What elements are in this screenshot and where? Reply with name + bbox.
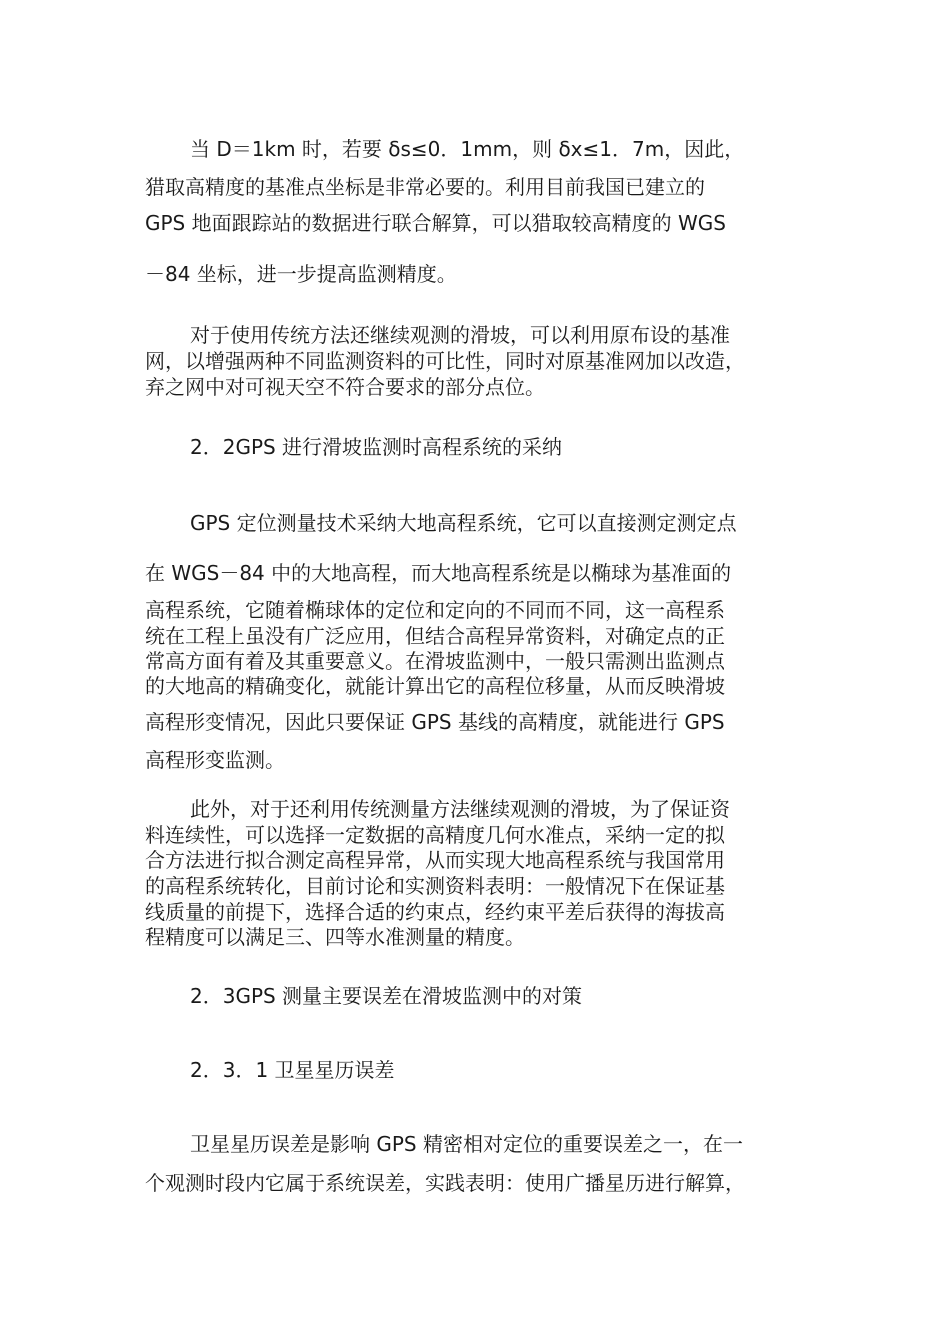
paragraph-line: 的大地高的精确变化，就能计算出它的高程位移量，从而反映滑坡: [145, 674, 725, 698]
paragraph-line: 程精度可以满足三、四等水准测量的精度。: [145, 925, 525, 949]
paragraph-line: 此外，对于还利用传统测量方法继续观测的滑坡，为了保证资: [190, 797, 730, 821]
paragraph-line: 常高方面有着及其重要意义。在滑坡监测中，一般只需测出监测点: [145, 649, 725, 673]
paragraph-line: 卫星星历误差是影响 GPS 精密相对定位的重要误差之一，在一: [190, 1132, 743, 1156]
paragraph-line: 个观测时段内它属于系统误差，实践表明：使用广播星历进行解算，: [145, 1171, 745, 1195]
paragraph-line: 当 D＝1km 时，若要 δs≤0．1mm，则 δx≤1．7m，因此，: [190, 137, 745, 161]
section-heading-2-3-1: 2．3．1 卫星星历误差: [190, 1058, 395, 1082]
paragraph-line: 对于使用传统方法还继续观测的滑坡，可以利用原布设的基准: [190, 323, 730, 347]
paragraph-line: 猎取高精度的基准点坐标是非常必要的。利用目前我国已建立的: [145, 175, 705, 199]
paragraph-line: 高程系统，它随着椭球体的定位和定向的不同而不同，这一高程系: [145, 598, 725, 622]
paragraph-line: 高程形变情况，因此只要保证 GPS 基线的高精度，就能进行 GPS: [145, 710, 725, 734]
paragraph-line: GPS 定位测量技术采纳大地高程系统，它可以直接测定测定点: [190, 511, 737, 535]
paragraph-line: 高程形变监测。: [145, 748, 285, 772]
paragraph-line: 弃之网中对可视天空不符合要求的部分点位。: [145, 375, 545, 399]
paragraph-line: 合方法进行拟合测定高程异常，从而实现大地高程系统与我国常用: [145, 848, 725, 872]
paragraph-line: 统在工程上虽没有广泛应用，但结合高程异常资料，对确定点的正: [145, 624, 725, 648]
paragraph-line: －84 坐标，进一步提高监测精度。: [145, 262, 457, 286]
section-heading-2-2: 2．2GPS 进行滑坡监测时高程系统的采纳: [190, 435, 563, 459]
paragraph-line: 的高程系统转化，目前讨论和实测资料表明：一般情况下在保证基: [145, 874, 725, 898]
section-heading-2-3: 2．3GPS 测量主要误差在滑坡监测中的对策: [190, 984, 583, 1008]
paragraph-line: 料连续性，可以选择一定数据的高精度几何水准点，采纳一定的拟: [145, 823, 725, 847]
paragraph-line: 在 WGS－84 中的大地高程，而大地高程系统是以椭球为基准面的: [145, 561, 732, 585]
paragraph-line: 线质量的前提下，选择合适的约束点，经约束平差后获得的海拔高: [145, 900, 725, 924]
paragraph-line: 网，以增强两种不同监测资料的可比性，同时对原基准网加以改造，: [145, 349, 745, 373]
paragraph-line: GPS 地面跟踪站的数据进行联合解算，可以猎取较高精度的 WGS: [145, 211, 726, 235]
